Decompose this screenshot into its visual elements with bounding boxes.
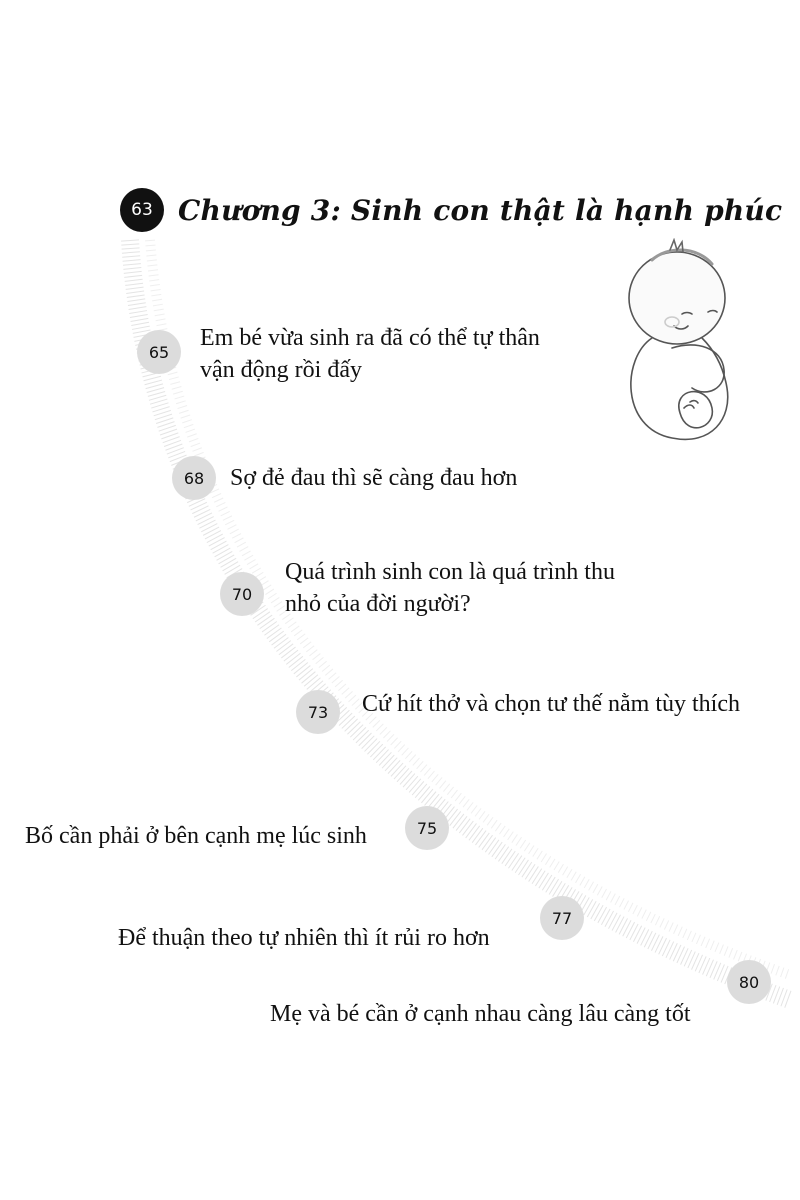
page-badge[interactable]: 77 [540,896,584,940]
chapter-page-number[interactable]: 63 [120,188,164,232]
entry-line: Để thuận theo tự nhiên thì ít rủi ro hơn [118,925,490,951]
page-badge[interactable]: 65 [137,330,181,374]
entry-line: Mẹ và bé cần ở cạnh nhau càng lâu càng tốt [270,1001,691,1027]
toc-entry[interactable] [118,922,490,954]
page-badge[interactable]: 73 [296,690,340,734]
chapter-title[interactable]: Chương 3: Sinh con thật là hạnh phúc [178,193,783,227]
entry-line: Sợ đẻ đau thì sẽ càng đau hơn [230,465,518,491]
page-badge[interactable]: 80 [727,960,771,1004]
toc-entry[interactable] [362,688,740,720]
toc-entry[interactable] [285,556,615,620]
page-badge[interactable]: 75 [405,806,449,850]
chapter-heading [120,188,782,232]
entry-line: Em bé vừa sinh ra đã có thể tự thân [200,325,540,351]
toc-entry[interactable] [25,820,367,852]
sleeping-baby-illustration [612,238,752,448]
entry-line: Bố cần phải ở bên cạnh mẹ lúc sinh [25,823,367,849]
toc-entry[interactable] [230,462,517,494]
page-badge[interactable]: 68 [172,456,216,500]
page-badge[interactable]: 70 [220,572,264,616]
entry-line: Cứ hít thở và chọn tư thế nằm tùy thích [362,691,740,717]
toc-entry[interactable] [200,322,540,386]
entry-line: vận động rồi đấy [200,357,362,383]
entry-line: nhỏ của đời người? [285,591,471,617]
toc-entry[interactable] [270,998,691,1030]
entry-line: Quá trình sinh con là quá trình thu [285,559,615,585]
